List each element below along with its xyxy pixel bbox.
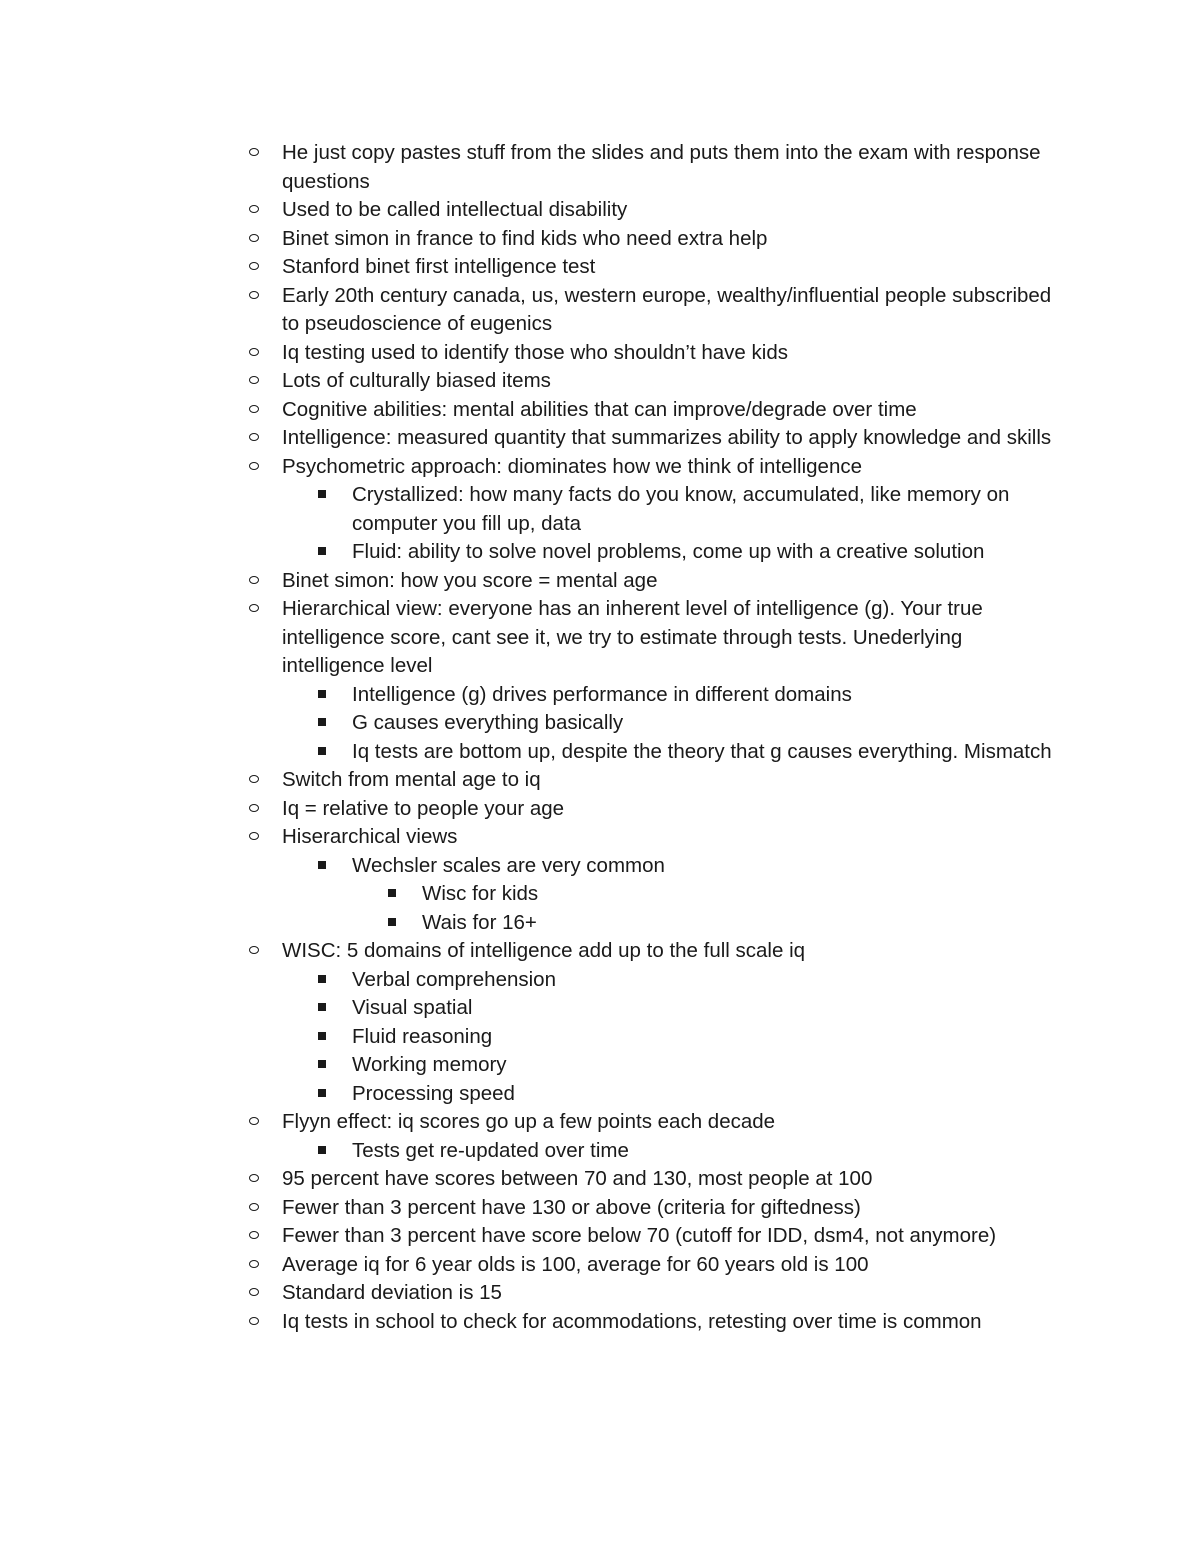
hollow-circle-bullet-icon — [249, 424, 259, 453]
list-item-text: Cognitive abilities: mental abilities that can improve/degrade over time — [282, 397, 917, 421]
hollow-circle-bullet-icon — [249, 823, 259, 852]
list-item-text: Intelligence: measured quantity that summarizes ability to apply knowledge and skills — [282, 426, 1052, 449]
list-item — [0, 367, 1052, 396]
list-item — [0, 139, 1052, 196]
filled-square-bullet-icon — [318, 1137, 326, 1166]
list-item — [0, 424, 1052, 453]
hollow-circle-bullet-icon — [249, 795, 259, 824]
list-item — [0, 481, 1052, 538]
list-item-text: Fewer than 3 percent have score below 70 (cutoff for IDD, dsm4, not anymore) — [282, 1224, 997, 1247]
filled-square-bullet-icon — [388, 880, 396, 909]
list-item-text: Binet simon in france to find kids who need extra help — [282, 226, 768, 250]
hollow-circle-bullet-icon — [249, 1279, 259, 1308]
filled-square-bullet-icon — [318, 1023, 326, 1052]
list-item-text: Hiserarchical views — [282, 825, 458, 848]
filled-square-bullet-icon — [318, 1051, 326, 1080]
list-item — [0, 1165, 1052, 1194]
list-item — [0, 966, 1052, 995]
list-item — [0, 880, 1052, 909]
list-item-text: G causes everything basically — [352, 711, 624, 734]
hollow-circle-bullet-icon — [249, 1251, 259, 1280]
list-item — [0, 567, 1052, 596]
hollow-circle-bullet-icon — [249, 1308, 259, 1337]
hollow-circle-bullet-icon — [249, 367, 259, 396]
list-item — [0, 909, 1052, 938]
list-item-text: Intelligence (g) drives performance in different domains — [352, 682, 852, 706]
filled-square-bullet-icon — [318, 681, 326, 710]
list-item-text: Fluid: ability to solve novel problems, come up with a creative solution — [352, 540, 985, 563]
list-item-text: Stanford binet first intelligence test — [282, 255, 596, 278]
filled-square-bullet-icon — [318, 852, 326, 881]
list-item — [0, 396, 1052, 425]
list-item — [0, 1279, 1052, 1308]
list-item — [0, 225, 1052, 254]
list-item-text: He just copy pastes stuff from the slides and puts them into the exam with response questions — [282, 141, 1041, 193]
hollow-circle-bullet-icon — [249, 937, 259, 966]
list-item-text: Standard deviation is 15 — [282, 1281, 502, 1304]
list-item-text: Fluid reasoning — [352, 1024, 493, 1048]
list-item — [0, 681, 1052, 710]
list-item — [0, 1080, 1052, 1109]
hollow-circle-bullet-icon — [249, 253, 259, 282]
hollow-circle-bullet-icon — [249, 196, 259, 225]
list-item — [0, 538, 1052, 567]
list-item — [0, 738, 1052, 767]
list-item — [0, 1108, 1052, 1137]
hollow-circle-bullet-icon — [249, 396, 259, 425]
list-item-text: Psychometric approach: diominates how we think of intelligence — [282, 454, 862, 478]
filled-square-bullet-icon — [388, 909, 396, 938]
filled-square-bullet-icon — [318, 1080, 326, 1109]
list-item-text: WISC: 5 domains of intelligence add up to the full scale iq — [282, 939, 806, 962]
filled-square-bullet-icon — [318, 709, 326, 738]
list-item-text: Switch from mental age to iq — [282, 768, 541, 791]
hollow-circle-bullet-icon — [249, 766, 259, 795]
list-item-text: Iq tests are bottom up, despite the theory that g causes everything. Mismatch — [352, 739, 1052, 763]
list-item — [0, 823, 1052, 852]
list-item — [0, 795, 1052, 824]
hollow-circle-bullet-icon — [249, 339, 259, 368]
hollow-circle-bullet-icon — [249, 1108, 259, 1137]
filled-square-bullet-icon — [318, 738, 326, 767]
hollow-circle-bullet-icon — [249, 595, 259, 624]
list-item — [0, 196, 1052, 225]
list-item-text: Fewer than 3 percent have 130 or above (criteria for giftedness) — [282, 1195, 861, 1219]
list-item — [0, 339, 1052, 368]
list-item-text: 95 percent have scores between 70 and 130, most people at 100 — [282, 1167, 873, 1190]
list-item-text: Binet simon: how you score = mental age — [282, 568, 658, 592]
list-item — [0, 253, 1052, 282]
list-item-text: Iq tests in school to check for acommodations, retesting over time is common — [282, 1309, 982, 1333]
list-item-text: Iq testing used to identify those who shouldn’t have kids — [282, 340, 788, 364]
list-item — [0, 1251, 1052, 1280]
list-item — [0, 709, 1052, 738]
list-item-text: Wais for 16+ — [422, 910, 537, 934]
filled-square-bullet-icon — [318, 994, 326, 1023]
list-item — [0, 852, 1052, 881]
list-item-text: Early 20th century canada, us, western europe, wealthy/influential people subscribed to pseudoscience of eugenics — [282, 283, 1052, 335]
list-item-text: Wechsler scales are very common — [352, 853, 665, 877]
hollow-circle-bullet-icon — [249, 139, 259, 168]
list-item — [0, 595, 1052, 681]
hollow-circle-bullet-icon — [249, 567, 259, 596]
list-item — [0, 453, 1052, 482]
hollow-circle-bullet-icon — [249, 1194, 259, 1223]
list-item — [0, 1308, 1052, 1337]
hollow-circle-bullet-icon — [249, 1165, 259, 1194]
hollow-circle-bullet-icon — [249, 1222, 259, 1251]
notes-list — [0, 139, 1200, 1336]
list-item-text: Crystallized: how many facts do you know, accumulated, like memory on computer you fill up, data — [352, 483, 1010, 535]
list-item-text: Used to be called intellectual disability — [282, 198, 628, 221]
list-item-text: Visual spatial — [352, 996, 473, 1019]
list-item-text: Verbal comprehension — [352, 967, 556, 991]
list-item-text: Wisc for kids — [422, 882, 539, 905]
list-item-text: Average iq for 6 year olds is 100, average for 60 years old is 100 — [282, 1252, 869, 1276]
list-item — [0, 1137, 1052, 1166]
list-item-text: Processing speed — [352, 1081, 515, 1105]
filled-square-bullet-icon — [318, 966, 326, 995]
list-item — [0, 1194, 1052, 1223]
list-item — [0, 1222, 1052, 1251]
list-item-text: Lots of culturally biased items — [282, 369, 551, 392]
filled-square-bullet-icon — [318, 538, 326, 567]
hollow-circle-bullet-icon — [249, 282, 259, 311]
hollow-circle-bullet-icon — [249, 225, 259, 254]
filled-square-bullet-icon — [318, 481, 326, 510]
list-item — [0, 1023, 1052, 1052]
list-item — [0, 1051, 1052, 1080]
list-item-text: Flyyn effect: iq scores go up a few points each decade — [282, 1110, 776, 1133]
list-item-text: Hierarchical view: everyone has an inherent level of intelligence (g). Your true intelligence score, cant see it, we try to estimate through tests. Unederlying intelligence level — [282, 597, 983, 677]
list-item-text: Iq = relative to people your age — [282, 796, 565, 820]
list-item — [0, 766, 1052, 795]
hollow-circle-bullet-icon — [249, 453, 259, 482]
list-item-text: Working memory — [352, 1053, 507, 1076]
list-item-text: Tests get re-updated over time — [352, 1138, 629, 1162]
list-item — [0, 994, 1052, 1023]
list-item — [0, 282, 1052, 339]
list-item — [0, 937, 1052, 966]
